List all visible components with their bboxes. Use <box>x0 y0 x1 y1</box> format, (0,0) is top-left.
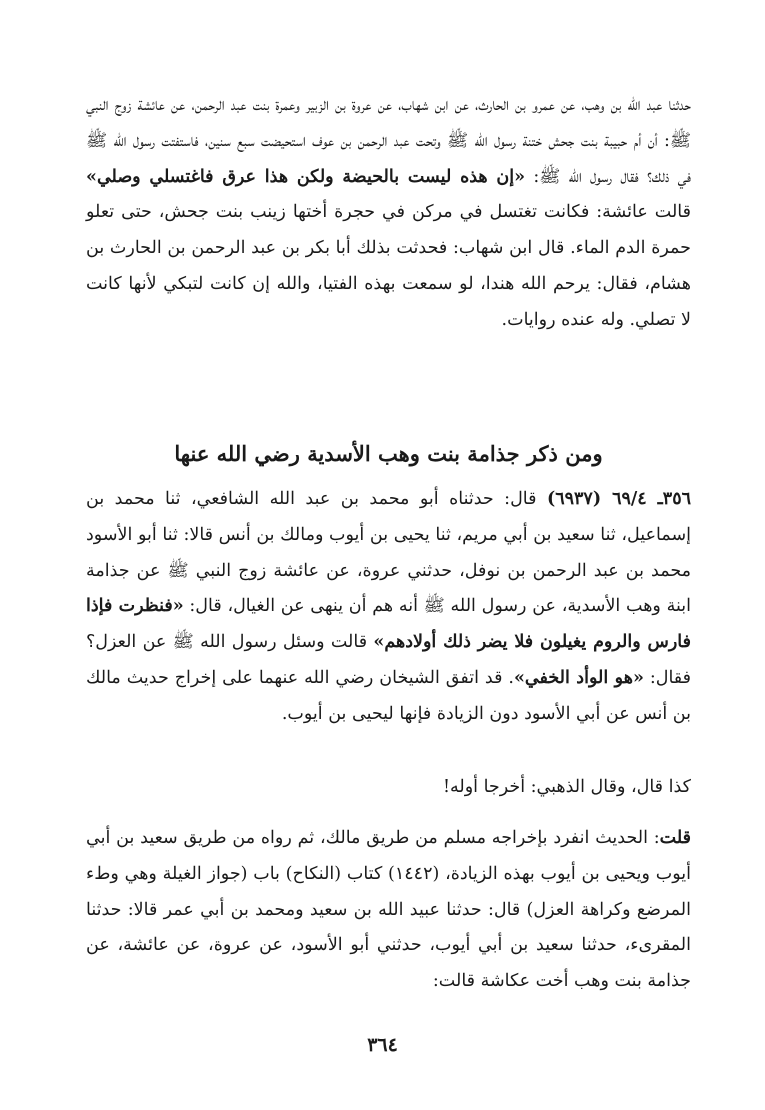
commentary-label: قلت <box>659 828 691 848</box>
hadith-paragraph-2 <box>86 482 691 733</box>
paragraph-text-part: قال: حدثناه أبو محمد بن عبد الله الشافعي، ثنا محمد بن إسماعيل، ثنا سعيد بن أبي مريم، ثنا يحيى بن أيوب ومالك بن أنس قالا: ثنا أبو الأسود محمد بن عبد الرحمن بن نوفل، حدثني عروة، عن عائشة زوج النبي ﷺ عن جذامة ابنة وهب الأسدية، عن رسول الله ﷺ أنه هم أن ينهى عن الغيال، قال: <box>86 489 691 617</box>
commentary-paragraph <box>86 821 691 1000</box>
hadith-number: ٣٥٦ـ ٦٩/٤ (٦٩٣٧) <box>546 489 691 509</box>
paragraph-text: كذا قال، وقال الذهبي: أخرجا أوله! <box>442 777 691 797</box>
paragraph-text-part: قالت وسئل رسول الله ﷺ عن العزل؟ فقال: <box>86 632 691 688</box>
paragraph-text-part: حدثنا عبد الله بن وهب، عن عمرو بن الحارث، عن ابن شهاب، عن عروة بن الزبير وعمرة بنت عبد الرحمن، عن عائشة زوج النبي ﷺ: أن أم حبيبة بنت جحش ختنة رسول الله ﷺ وتحت عبد الرحمن بن عوف استحيضت سبع سنين، فاستفتت رسول الله ﷺ في ذلك؟ فقال رسول الله ﷺ: <box>86 95 691 187</box>
paragraph-text-part: قالت عائشة: فكانت تغتسل في مركن في حجرة أختها زينب بنت جحش، حتى تعلو حمرة الدم الماء. قال ابن شهاب: فحدثت بذلك أبا بكر بن عبد الرحمن بن الحارث بن هشام، فقال: يرحم الله هندا، لو سمعت بهذه الفتيا، والله إن كانت لتبكي لأنها كانت لا تصلي. وله عنده روايات. <box>86 202 691 330</box>
paragraph-text <box>86 482 691 733</box>
paragraph-text <box>86 88 691 339</box>
section-heading: ومن ذكر جذامة بنت وهب الأسدية رضي الله عنها <box>174 441 603 466</box>
prophetic-quote: «فنظرت فإذا فارس والروم يغيلون فلا يضر ذلك أولادهم» <box>86 596 691 653</box>
paragraph-text-part: : الحديث انفرد بإخراجه مسلم من طريق مالك، ثم رواه من طريق سعيد بن أبي أيوب ويحيى بن أيوب بهذه الزيادة، (١٤٤٢) كتاب (النكاح) باب (جواز الغيلة وهي وطء المرضع وكراهة العزل) قال: حدثنا عبيد الله بن سعيد ومحمد بن أبي عمر قالا: حدثنا المقرىء، حدثنا سعيد بن أبي أيوب، حدثني أبو الأسود، عن عروة، عن عائشة، عن جذامة بنت وهب أخت عكاشة قالت: <box>86 828 691 992</box>
paragraph-text <box>86 821 691 1000</box>
page-number: ٣٦٤ <box>367 1034 398 1056</box>
prophetic-quote: «إن هذه ليست بالحيضة ولكن هذا عرق فاغتسلي وصلي» <box>86 166 526 187</box>
hadith-paragraph-1 <box>86 88 691 339</box>
prophetic-quote: «هو الوأد الخفي» <box>513 667 644 688</box>
paragraph-text-part: . قد اتفق الشيخان رضي الله عنهما على إخراج حديث مالك بن أنس عن أبي الأسود دون الزيادة فإنها ليحيى بن أيوب. <box>86 667 691 724</box>
dhahabi-note <box>86 770 691 806</box>
